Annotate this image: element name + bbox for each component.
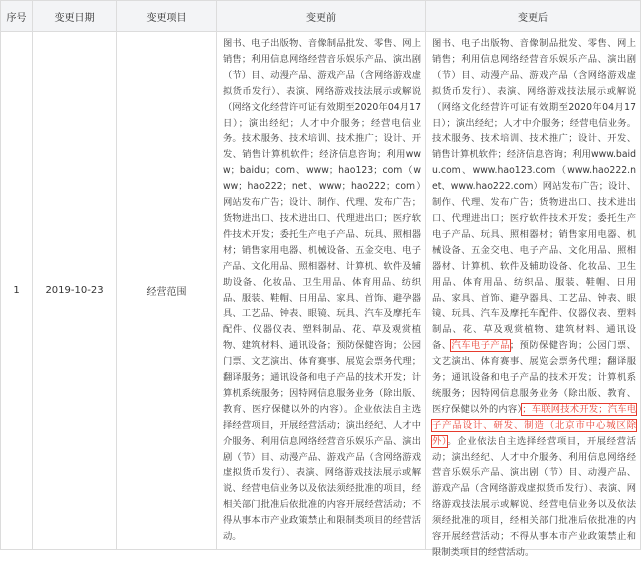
before-text-wrap [217,33,425,548]
row-no: 1 [1,32,33,550]
row-date: 2019-10-23 [33,32,117,550]
after-text-part-3: 。企业依法自主选择经营项目，开展经营活动；演出经纪、人才中介服务、利用信息网络经营音乐娱乐产品、演出剧（节）目、动漫产品、游戏产品（含网络游戏虚拟货币发行）、表演、网络游戏技法展示或解说、经营电信业务以及依法须经批准的项目，经相关部门批准后依批准的内容开展经营活动；不得从事本市产业政策禁止和限制类项目的经营活动。 [432,435,636,558]
after-text-wrap [426,33,640,558]
row-item: 经营范围 [117,32,217,550]
after-text-part-1: 图书、电子出版物、音像制品批发、零售、网上销售；利用信息网络经营音乐娱乐产品、演出剧（节）目、动漫产品、游戏产品（含网络游戏虚拟货币发行）、表演、网络游戏技法展示或解说（网络文化经营许可证有效期至2020年04月17日）；演出经纪；人才中介服务；经营电信业务。技术服务、技术培训、技术推广；设计、开发、销售计算机软件；经济信息咨询；利用www.baidu.com、www.hao123.com（www.hao222.net、www.hao222.com）网站发布广告；设计、制作、代理、发布广告；货物进出口、技术进出口、代理进出口；医疗软件技术开发；委托生产电子产品、玩具、照相器材；销售家用电器、机械设备、五金交电、电子产品、文化用品、照相器材、计算机、软件及辅助设备、化妆品、卫生用品、体育用品、纺织品、服装、鞋帽、日用品、家具、首饰、避孕器具、工艺品、钟表、眼镜、玩具、汽车及摩托车配件、仪器仪表、塑料制品、花、草及观赏植物、建筑材料、通讯设备、 [432,38,636,352]
header-before: 变更前 [217,1,426,32]
header-item: 变更项目 [117,1,217,32]
header-after: 变更后 [426,1,641,32]
after-text [432,36,636,561]
highlight-added-auto-electronics: 汽车电子产品 [451,340,510,352]
row-after-cell [426,32,641,558]
table-header-row [1,1,641,32]
before-text: 图书、电子出版物、音像制品批发、零售、网上销售；利用信息网络经营音乐娱乐产品、演出剧（节）目、动漫产品、游戏产品（含网络游戏虚拟货币发行）、表演、网络游戏技法展示或解说（网络文化经营许可证有效期至2020年04月17日）；演出经纪；人才中介服务；经营电信业务。技术服务、技术培训、技术推广；设计、开发、销售计算机软件；经济信息咨询；利用www；baidu；com、www；hao123；com（www；hao222；net、www；hao222；com）网站发布广告；设计、制作、代理、发布广告；货物进出口、技术进出口、代理进出口；医疗软件技术开发；委托生产电子产品、玩具、照相器材；销售家用电器、机械设备、五金交电、电子产品、文化用品、照相器材、计算机、软件及辅助设备、化妆品、卫生用品、体育用品、纺织品、服装、鞋帽、日用品、家具、首饰、避孕器具、工艺品、钟表、眼镜、玩具、汽车及摩托车配件、仪器仪表、塑料制品、花、草及观赏植物、建筑材料、通讯设备；预防保健咨询；公园门票、文艺演出、体育赛事、展览会票务代理；翻译服务；通讯设备和电子产品的技术开发；计算机系统服务；因特网信息服务业务（除出版、教育、医疗保健以外的内容）。企业依法自主选择经营项目，开展经营活动；演出经纪、人才中介服务、利用信息网络经营音乐娱乐产品、演出剧（节）目、动漫产品、游戏产品（含网络游戏虚拟货币发行）、表演、网络游戏技法展示或解说、经营电信业务以及依法须经批准的项目，经相关部门批准后依批准的内容开展经营活动；不得从事本市产业政策禁止和限制类项目的经营活动。 [223,38,421,543]
header-date: 变更日期 [33,1,117,32]
highlight-added-iov-tech: ；车联网技术开发；汽车电子产品设计、研发、制造（北京市中心城区除外） [432,403,636,447]
row-before-cell [217,32,426,550]
after-text-part-2: ；预防保健咨询；公园门票、文艺演出、体育赛事、展览会票务代理；翻译服务；通讯设备和电子产品的技术开发；计算机系统服务；因特网信息服务业务（除出版、教育、医疗保健以外的内容） [432,340,636,415]
table-row [1,32,641,550]
header-no: 序号 [1,1,33,32]
